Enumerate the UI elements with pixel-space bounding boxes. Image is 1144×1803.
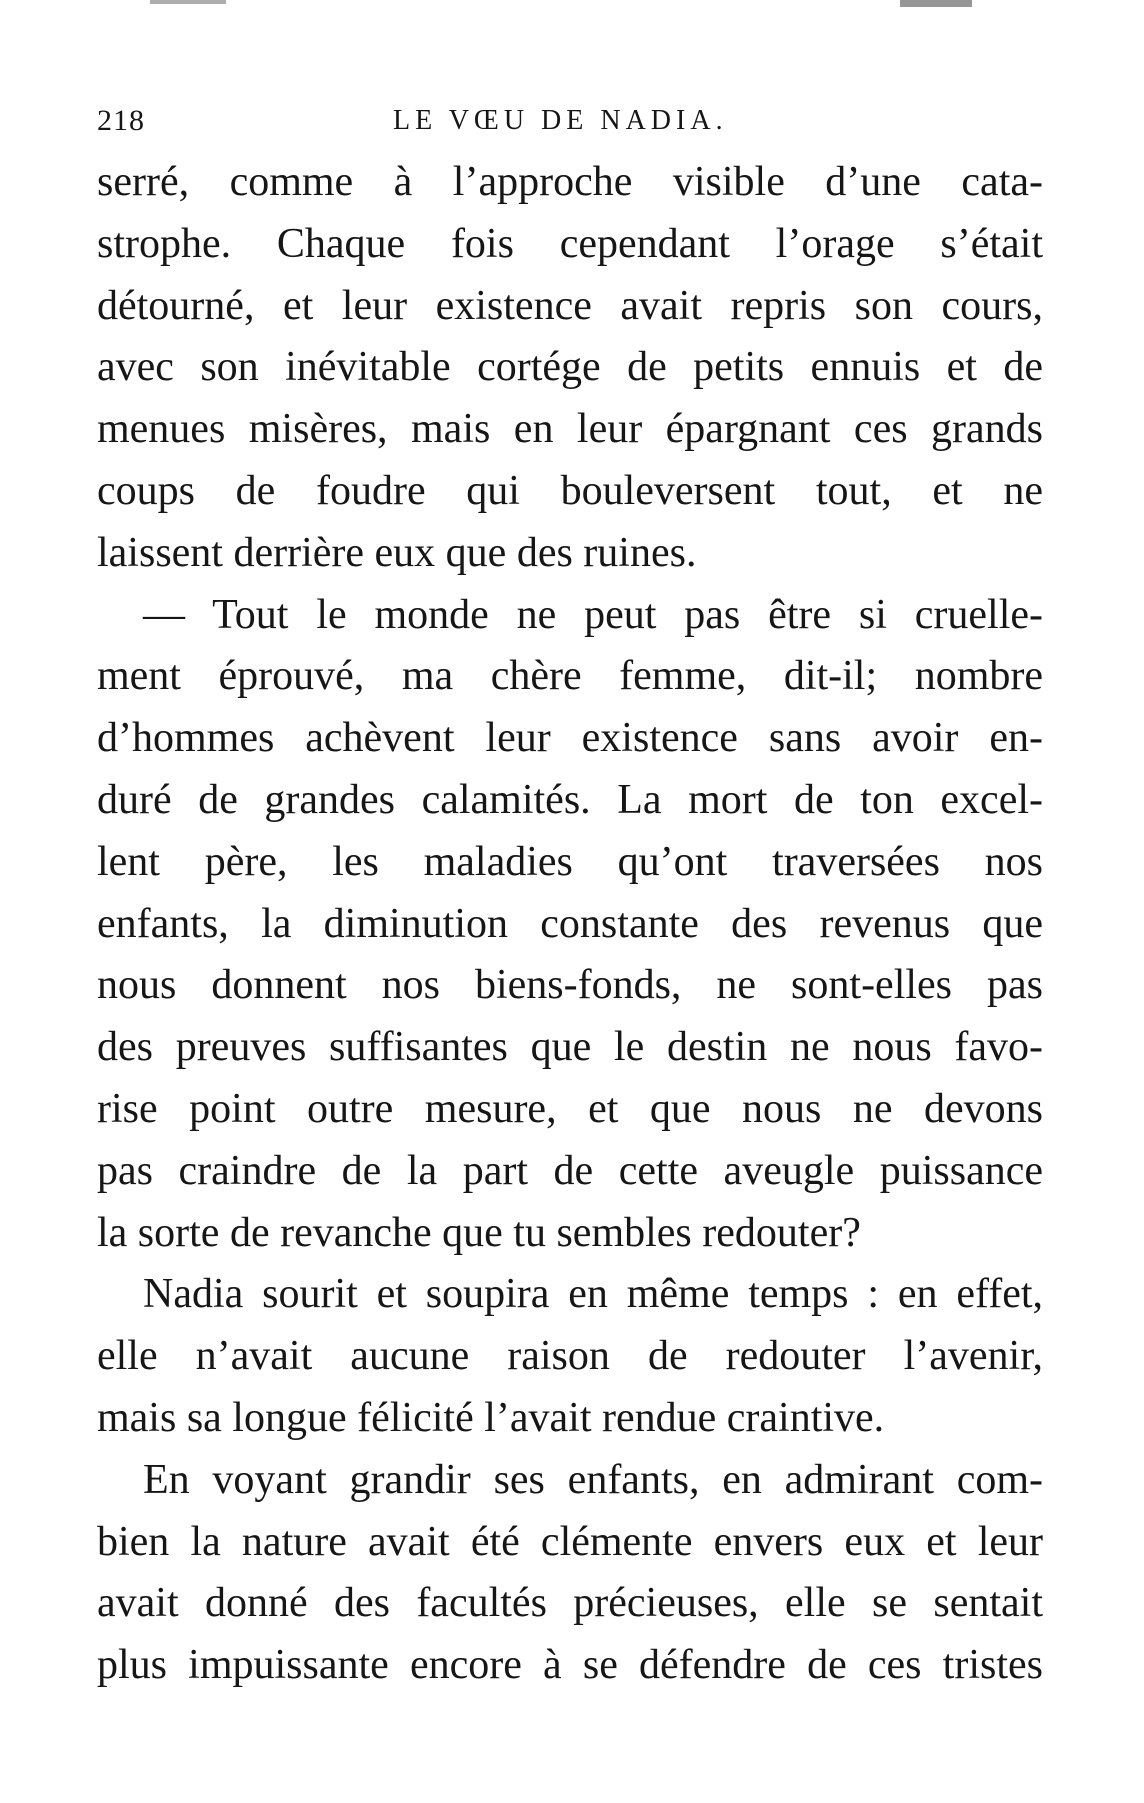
text-line: strophe. Chaque fois cependant l’orage s’était <box>97 220 1043 267</box>
text-line: la sorte de revanche que tu sembles redouter? <box>97 1209 861 1256</box>
text-line: nous donnent nos biens-fonds, ne sont-elles pas <box>97 962 1043 1009</box>
text-line: avec son inévitable cortége de petits ennuis et de <box>97 344 1043 391</box>
text-line: Nadia sourit et soupira en même temps : en effet, <box>143 1271 1043 1318</box>
text-line: des preuves suffisantes que le destin ne nous favo- <box>97 1024 1043 1071</box>
text-line: coups de foudre qui bouleversent tout, et ne <box>97 467 1043 514</box>
text-line: lent père, les maladies qu’ont traversées nos <box>97 838 1043 885</box>
text-line: avait donné des facultés précieuses, elle se sentait <box>97 1580 1043 1627</box>
text-line: ment éprouvé, ma chère femme, dit-il; nombre <box>97 653 1043 700</box>
text-line: plus impuissante encore à se défendre de ces tristes <box>97 1642 1043 1689</box>
text-line: menues misères, mais en leur épargnant ces grands <box>97 406 1043 453</box>
running-title: LE VŒU DE NADIA. <box>393 105 728 136</box>
text-line: détourné, et leur existence avait repris son cours, <box>97 282 1043 329</box>
page-number: 218 <box>97 104 145 137</box>
text-line: — Tout le monde ne peut pas être si cruelle- <box>143 591 1043 638</box>
text-line: duré de grandes calamités. La mort de ton excel- <box>97 776 1043 823</box>
text-line: serré, comme à l’approche visible d’une cata- <box>97 159 1043 205</box>
text-line: bien la nature avait été clémente envers eux et leur <box>97 1518 1043 1565</box>
scan-artifact-right <box>900 0 972 7</box>
text-line: pas craindre de la part de cette aveugle puissance <box>97 1147 1043 1194</box>
text-line: elle n’avait aucune raison de redouter l’avenir, <box>97 1333 1043 1380</box>
scan-artifact-left <box>150 0 226 4</box>
body-text <box>97 152 1043 1697</box>
text-line: mais sa longue félicité l’avait rendue craintive. <box>97 1394 885 1441</box>
text-line: laissent derrière eux que des ruines. <box>97 529 697 576</box>
text-line: d’hommes achèvent leur existence sans avoir en- <box>97 715 1043 762</box>
text-line: enfants, la diminution constante des revenus que <box>97 900 1043 947</box>
page-header <box>97 98 1047 144</box>
text-line: rise point outre mesure, et que nous ne devons <box>97 1085 1043 1132</box>
text-line: En voyant grandir ses enfants, en admirant com- <box>143 1456 1043 1503</box>
